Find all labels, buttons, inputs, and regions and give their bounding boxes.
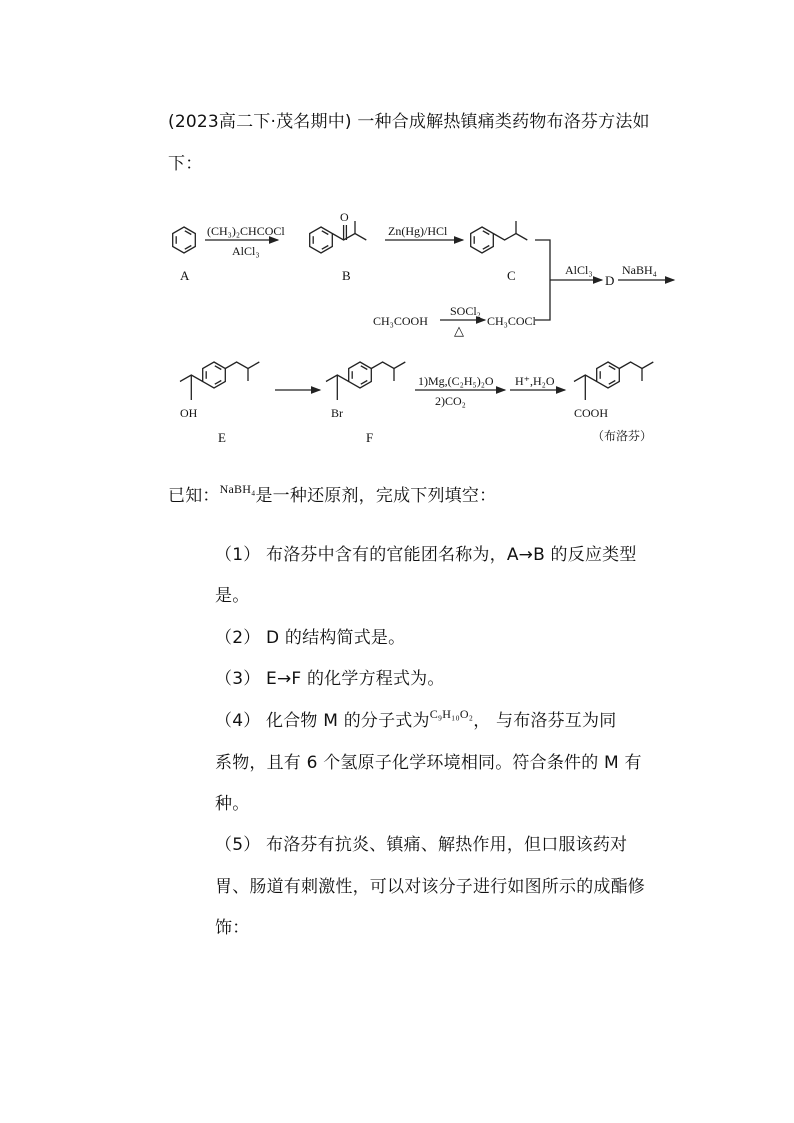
acetic-acid: CH₃COOH bbox=[373, 314, 428, 328]
known-prefix: 已知： bbox=[168, 486, 220, 506]
label-c: C bbox=[507, 268, 516, 283]
question-4-line-1 bbox=[215, 706, 616, 731]
question-4-line-2: 系物，且有 6 个氢原子化学环境相同。符合条件的 M 有 bbox=[215, 753, 642, 773]
reagent-hydrolysis: H⁺,H₂O bbox=[515, 374, 555, 388]
reagent-de: NaBH₄ bbox=[622, 263, 657, 277]
compound-e-structure bbox=[180, 362, 259, 400]
known-suffix: 是一种还原剂，完成下列填空： bbox=[255, 486, 497, 506]
synthesis-scheme bbox=[160, 195, 680, 450]
question-2: （2） D 的结构简式是。 bbox=[215, 628, 406, 648]
label-a: A bbox=[180, 268, 190, 283]
group-cooh: COOH bbox=[574, 406, 609, 420]
reagent-grignard-1: 1)Mg,(C₂H₅)₂O bbox=[418, 374, 494, 388]
compound-a-structure bbox=[173, 227, 196, 253]
label-e: E bbox=[218, 430, 226, 445]
question-5-line-1: （5） 布洛芬有抗炎、镇痛、解热作用，但口服该药对 bbox=[215, 835, 628, 855]
atom-oh: OH bbox=[180, 406, 198, 420]
question-3: （3） E→F 的化学方程式为。 bbox=[215, 669, 445, 689]
known-line bbox=[168, 481, 496, 506]
label-ibuprofen: （布洛芬） bbox=[592, 429, 653, 443]
acetyl-chloride: CH₃COCl bbox=[487, 314, 536, 328]
ibuprofen-structure bbox=[574, 362, 653, 400]
question-1-line-1: （1） 布洛芬中含有的官能团名称为，A→B 的反应类型 bbox=[215, 545, 637, 565]
known-reagent: NaBH₄ bbox=[219, 482, 256, 496]
compound-c-structure bbox=[471, 221, 528, 253]
question-4-formula: C₉H₁₀O₂ bbox=[429, 707, 474, 721]
reagent-socl2: SOCl₂ bbox=[450, 304, 481, 318]
converge-bracket bbox=[535, 240, 550, 320]
compound-b-structure bbox=[310, 221, 367, 253]
reagent-ab-top: (CH₃)₂CHCOCl bbox=[207, 224, 285, 238]
atom-br: Br bbox=[331, 406, 343, 420]
reagent-grignard-2: 2)CO₂ bbox=[435, 394, 466, 408]
reagent-cd: AlCl₃ bbox=[565, 263, 593, 277]
reagent-ab-bottom: AlCl₃ bbox=[232, 244, 260, 258]
reagent-bc: Zn(Hg)/HCl bbox=[388, 224, 448, 238]
heat-symbol: △ bbox=[454, 323, 464, 338]
question-5-line-2: 胃、肠道有刺激性，可以对该分子进行如图所示的成酯修 bbox=[215, 877, 645, 897]
question-4-line-3: 种。 bbox=[215, 794, 250, 814]
label-b: B bbox=[342, 268, 351, 283]
label-d: D bbox=[605, 273, 615, 288]
atom-o: O bbox=[340, 210, 349, 224]
question-1-line-2: 是。 bbox=[215, 586, 250, 606]
question-5-line-3: 饰： bbox=[215, 918, 250, 938]
intro-line-2: 下： bbox=[168, 154, 203, 174]
label-f: F bbox=[366, 430, 374, 445]
question-4-suffix: ， 与布洛芬互为同 bbox=[473, 711, 617, 731]
compound-f-structure bbox=[326, 362, 405, 400]
intro-line-1: (2023高二下·茂名期中) 一种合成解热镇痛类药物布洛芬方法如 bbox=[168, 112, 650, 132]
question-4-prefix: （4） 化合物 M 的分子式为 bbox=[215, 711, 430, 731]
